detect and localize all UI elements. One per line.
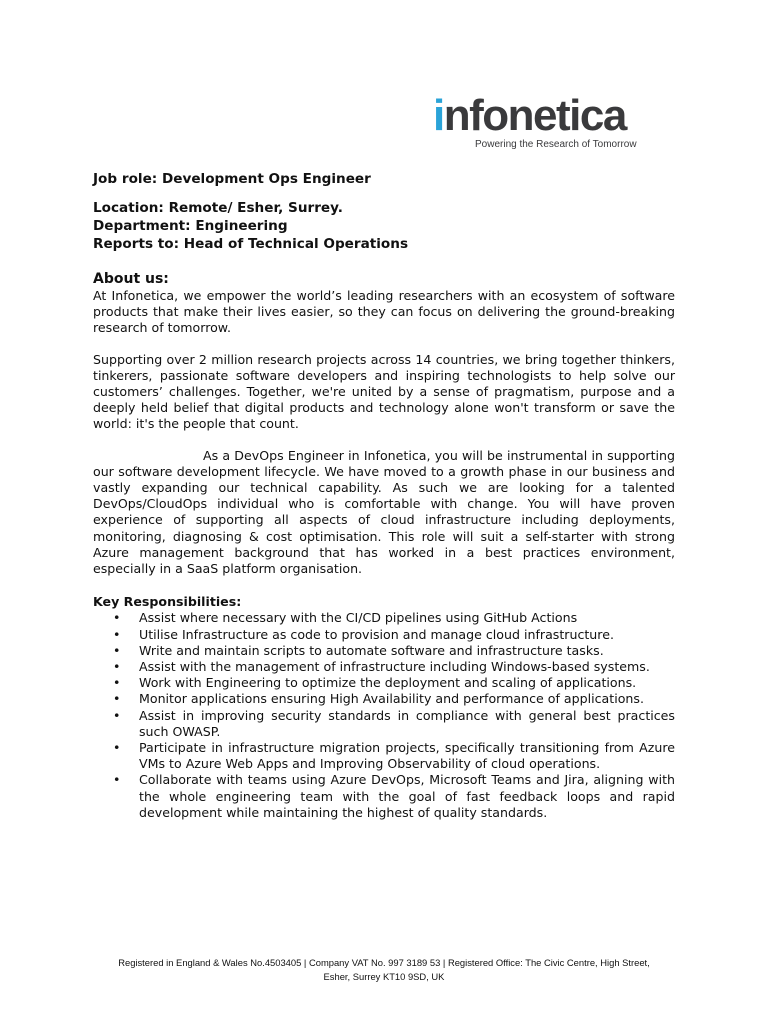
bullet-icon: •: [113, 675, 121, 691]
list-item: • Monitor applications ensuring High Availability and performance of applications.: [113, 691, 644, 707]
page-footer: [60, 956, 708, 984]
role-paragraph: [93, 448, 675, 578]
list-item: • Work with Engineering to optimize the deployment and scaling of applications.: [113, 675, 637, 691]
bullet-icon: •: [113, 691, 121, 707]
bullet-icon: •: [113, 707, 121, 723]
job-meta: [93, 199, 675, 253]
responsibilities-list: [93, 610, 675, 821]
responsibilities-heading: Key Responsibilities:: [93, 594, 242, 610]
department-line: Department: Engineering: [93, 218, 288, 234]
bullet-icon: •: [113, 626, 121, 642]
bullet-icon: •: [113, 610, 121, 626]
footer-line-1: Registered in England & Wales No.4503405 | Company VAT No. 997 3189 53 | Registered Office: The Civic Centre, High Street,: [118, 957, 650, 968]
bullet-icon: •: [113, 772, 121, 788]
logo-tagline: Powering the Research of Tomorrow: [475, 139, 637, 150]
logo-i-letter: i: [433, 91, 444, 140]
document-body: [93, 170, 675, 821]
list-item: • Assist with the management of infrastructure including Windows-based systems.: [113, 659, 650, 675]
job-role-heading: Job role: Development Ops Engineer: [93, 171, 371, 187]
logo-rest-letters: nfonetica: [443, 91, 626, 140]
footer-line-2: Esher, Surrey KT10 9SD, UK: [323, 971, 445, 982]
location-line: Location: Remote/ Esher, Surrey.: [93, 200, 343, 216]
about-paragraph-2: Supporting over 2 million research projects across 14 countries, we bring together thinkers, tinkerers, passionate software developers and inspiring technologists to help solve our customers’ challenges. Together, we're united by a sense of pragmatism, purpose and a deeply held belief that digital products and technology alone won't transform or save the world: it's the people that count.: [93, 351, 675, 432]
reports-to-line: Reports to: Head of Technical Operations: [93, 236, 409, 252]
about-heading: About us:: [93, 271, 169, 287]
logo-wordmark: [433, 92, 626, 140]
role-paragraph-text: As a DevOps Engineer in Infonetica, you will be instrumental in supporting our software development lifecycle. We have moved to a growth phase in our business and vastly expanding our technical capability. As such we are looking for a talented DevOps/CloudOps individual who is comfortable with change. You will have proven experience of supporting all aspects of cloud infrastructure including deployments, monitoring, diagnosing & cost optimisation. This role will suit a self-starter with strong Azure management background that has worked in a best practices environment, especially in a SaaS platform organisation.: [93, 447, 675, 577]
company-logo: [433, 91, 665, 154]
list-item: • Assist in improving security standards in compliance with general best practices such OWASP.: [113, 707, 675, 739]
list-item: • Collaborate with teams using Azure DevOps, Microsoft Teams and Jira, aligning with the whole engineering team with the goal of fast feedback loops and rapid development while maintaining the highest of quality standards.: [113, 772, 675, 820]
bullet-icon: •: [113, 740, 121, 756]
bullet-icon: •: [113, 659, 121, 675]
list-item: • Participate in infrastructure migration projects, specifically transitioning from Azure VMs to Azure Web Apps and Improving Observability of cloud operations.: [113, 740, 675, 772]
about-paragraph-1: At Infonetica, we empower the world’s leading researchers with an ecosystem of software products that make their lives easier, so they can focus on delivering the ground-breaking research of tomorrow.: [93, 288, 675, 336]
list-item: • Utilise Infrastructure as code to provision and manage cloud infrastructure.: [113, 626, 614, 642]
list-item: • Write and maintain scripts to automate software and infrastructure tasks.: [113, 642, 604, 658]
list-item: • Assist where necessary with the CI/CD pipelines using GitHub Actions: [113, 610, 578, 626]
bullet-icon: •: [113, 642, 121, 658]
